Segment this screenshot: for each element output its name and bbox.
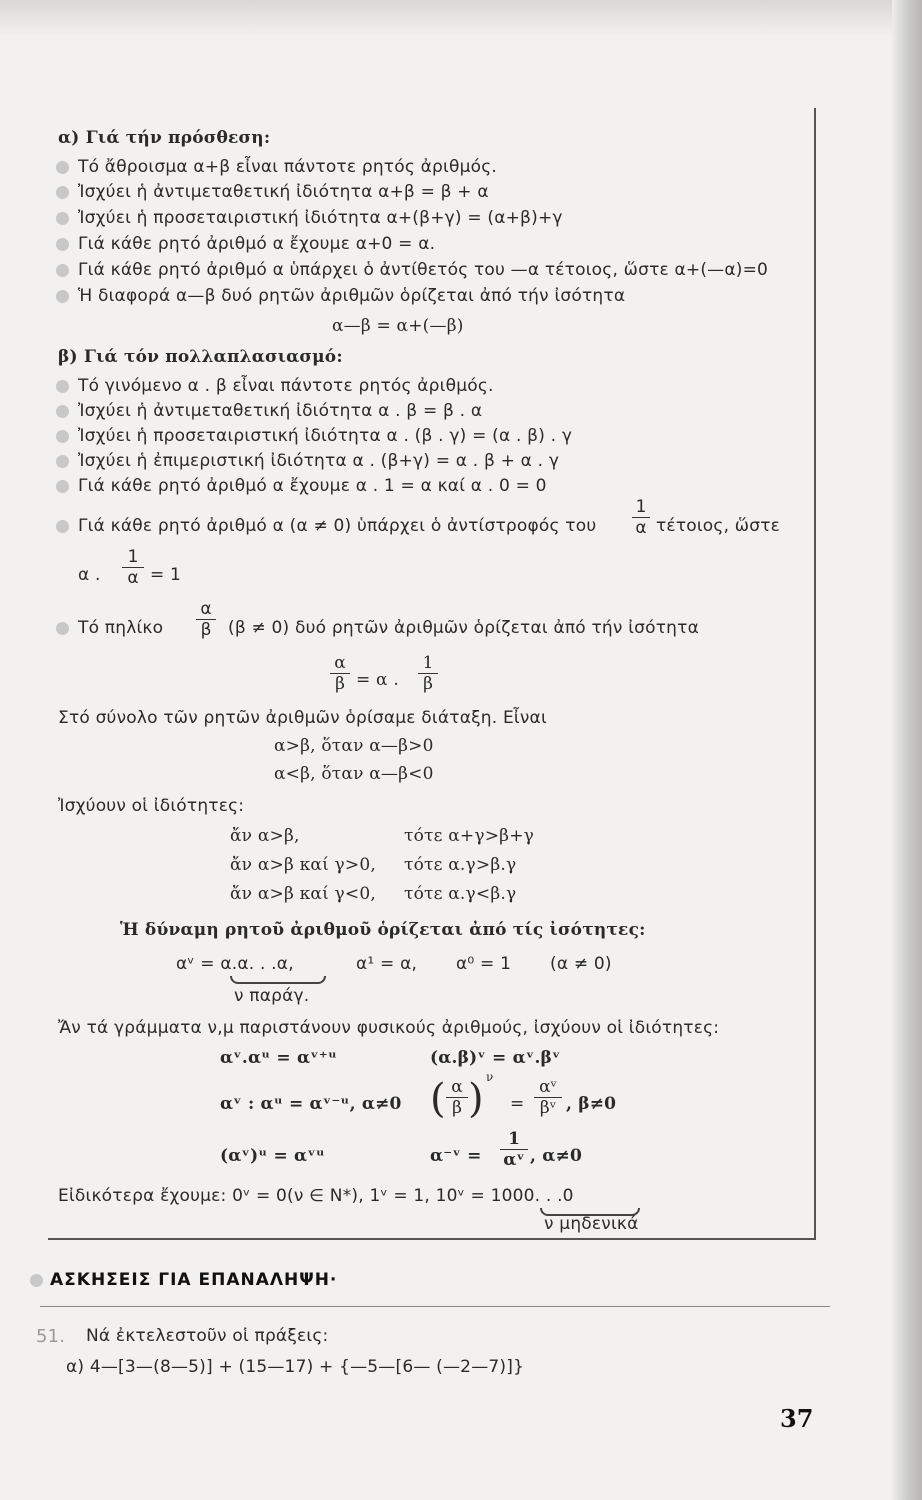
bullet-icon [56, 520, 69, 533]
exercise-number: 51. [36, 1326, 66, 1347]
quotient-fraction [196, 600, 216, 639]
bullet-icon [56, 161, 69, 174]
power-prop-3: αᵛ : αᵘ = αᵛ⁻ᵘ, α≠0 [220, 1094, 402, 1114]
power-props-intro: Ἄν τά γράμματα ν,μ παριστάνουν φυσικούς ἀριθμούς, ἰσχύουν οἱ ἰδιότητες: [58, 1018, 720, 1038]
order-props-title: Ἰσχύουν οἱ ἰδιότητες: [58, 796, 245, 816]
fraction-denominator: αᵛ [503, 1150, 525, 1170]
power-def: αᵛ = α.α. . .α, [176, 954, 294, 974]
order-intro: Στό σύνολο τῶν ρητῶν ἀριθμῶν ὁρίσαμε διάταξη. Εἶναι [58, 708, 547, 728]
left-paren: ( [430, 1076, 446, 1122]
list-item: Ἰσχύει ἡ προσεταιριστική ἰδιότητα α . (β . γ) = (α . β) . γ [78, 426, 573, 446]
fraction-denominator: β [335, 674, 345, 694]
order-prop-1-if: ἄν α>β, [230, 826, 300, 846]
fraction-numerator: 1 [635, 497, 647, 517]
fraction-denominator: α [127, 568, 139, 588]
section-b-title: β) Γιά τόν πολλαπλασιασμό: [58, 347, 343, 367]
inverse-eq-fraction [122, 548, 144, 587]
section-a-title: α) Γιά τήν πρόσθεση: [58, 128, 271, 148]
order-def-greater: α>β, ὅταν α—β>0 [274, 736, 434, 756]
bullet-icon [56, 430, 69, 443]
bullet-icon [56, 238, 69, 251]
fraction-denominator: α [635, 518, 647, 538]
exercise-instruction: Νά ἐκτελεστοῦν οἱ πράξεις: [86, 1326, 329, 1346]
quotient-pre: Τό πηλίκο [78, 618, 164, 638]
right-paren: ) [468, 1076, 484, 1122]
power-special-under: ν μηδενικά [544, 1214, 639, 1234]
bullet-icon [56, 480, 69, 493]
list-item: Ἰσχύει ἡ ἀντιμεταθετική ἰδιότητα α+β = β + α [78, 182, 489, 202]
inverse-fraction [632, 498, 650, 537]
quotient-mid: = α . [356, 670, 399, 690]
fraction-numerator: 1 [508, 1129, 520, 1149]
inverse-tail: τέτοιος, ὥστε [656, 516, 781, 536]
fraction-numerator: α [334, 653, 346, 673]
list-item: Τό ἄθροισμα α+β εἶναι πάντοτε ρητός ἀριθμός. [78, 157, 497, 177]
fraction-denominator: β [452, 1098, 462, 1118]
power-def-a1: α¹ = α, [356, 954, 418, 974]
page-edge-shadow [0, 0, 922, 36]
power-title: Ἡ δύναμη ρητοῦ ἀριθμοῦ ὁρίζεται ἀπό τίς ἰσότητες: [120, 920, 646, 940]
bullet-icon [30, 1274, 43, 1287]
bullet-icon [56, 290, 69, 303]
fraction-denominator: βᵛ [539, 1098, 557, 1118]
page-number: 37 [780, 1404, 814, 1433]
list-item: Τό γινόμενο α . β εἶναι πάντοτε ρητός ἀριθμός. [78, 376, 494, 396]
book-spine [892, 0, 922, 1500]
order-prop-2-if: ἄν α>β καί γ>0, [230, 855, 376, 875]
fraction-denominator: β [423, 674, 433, 694]
bullet-icon [56, 186, 69, 199]
power-prop-1: αᵛ.αᵘ = αᵛ⁺ᵘ [220, 1048, 338, 1068]
quotient-post: (β ≠ 0) δυό ρητῶν ἀριθμῶν ὁρίζεται ἀπό τήν ἰσότητα [228, 618, 699, 638]
power-prop-6-left: α⁻ᵛ = [430, 1146, 482, 1166]
fraction-numerator: α [200, 599, 212, 619]
list-item: Γιά κάθε ρητό ἀριθμό α ὑπάρχει ὁ ἀντίθετός του —α τέτοιος, ὥστε α+(—α)=0 [78, 260, 769, 280]
list-item: Γιά κάθε ρητό ἀριθμό α ἔχουμε α+0 = α. [78, 234, 436, 254]
inverse-text: Γιά κάθε ρητό ἀριθμό α (α ≠ 0) ὑπάρχει ὁ ἀντίστροφός του [78, 516, 597, 536]
order-prop-2-then: τότε α.γ>β.γ [404, 855, 517, 875]
bullet-icon [56, 405, 69, 418]
quotient-rhs-fraction [418, 654, 438, 693]
power-special: Εἰδικότερα ἔχουμε: 0ᵛ = 0(ν ∈ N*), 1ᵛ = 1, 10ᵛ = 1000. . .0 [58, 1186, 574, 1206]
bullet-icon [56, 264, 69, 277]
difference-formula: α—β = α+(—β) [332, 316, 464, 336]
list-item: Ἡ διαφορά α—β δυό ρητῶν ἀριθμῶν ὁρίζεται ἀπό τήν ἰσότητα [78, 286, 626, 306]
inverse-eq-left: α . [78, 565, 101, 585]
exercise-item-a: α) 4—[3—(8—5)] + (15—17) + {—5—[6— (—2—7)]} [66, 1357, 525, 1377]
power-prop-4-cond: , β≠0 [566, 1094, 617, 1114]
power-def-cond: (α ≠ 0) [550, 954, 612, 974]
list-item: Ἰσχύει ἡ προσεταιριστική ἰδιότητα α+(β+γ) = (α+β)+γ [78, 208, 563, 228]
bullet-icon [56, 455, 69, 468]
order-prop-3-if: ἄν α>β καί γ<0, [230, 884, 376, 904]
equals-sign: = [510, 1094, 525, 1114]
quotient-lhs-fraction [330, 654, 350, 693]
power-def-under: ν παράγ. [234, 986, 310, 1006]
fraction-numerator: α [451, 1077, 463, 1097]
order-def-less: α<β, ὅταν α—β<0 [274, 764, 434, 784]
bullet-icon [56, 380, 69, 393]
underbrace [230, 976, 326, 984]
list-item: Ἰσχύει ἡ ἐπιμεριστική ἰδιότητα α . (β+γ) = α . β + α . γ [78, 451, 560, 471]
bullet-icon [56, 622, 69, 635]
order-prop-1-then: τότε α+γ>β+γ [404, 826, 535, 846]
power-def-a0: α⁰ = 1 [456, 954, 512, 974]
power-prop-4-fraction [446, 1078, 468, 1117]
power-prop-4-rhs [534, 1078, 562, 1117]
power-prop-6-fraction [500, 1130, 528, 1169]
divider [40, 1306, 830, 1307]
fraction-numerator: αᵛ [539, 1077, 557, 1097]
order-prop-3-then: τότε α.γ<β.γ [404, 884, 517, 904]
exercises-heading: ΑΣΚΗΣΕΙΣ ΓΙΑ ΕΠΑΝΑΛΗΨΗ· [50, 1270, 338, 1290]
power-prop-5: (αᵛ)ᵘ = αᵛᵘ [220, 1146, 325, 1166]
list-item: Γιά κάθε ρητό ἀριθμό α ἔχουμε α . 1 = α καί α . 0 = 0 [78, 476, 547, 496]
bullet-icon [56, 212, 69, 225]
power-prop-2: (α.β)ᵛ = αᵛ.βᵛ [430, 1048, 561, 1068]
inverse-eq-right: = 1 [150, 565, 182, 585]
power-exponent: ν [486, 1070, 494, 1084]
fraction-denominator: β [200, 620, 212, 640]
power-prop-6-cond: , α≠0 [530, 1146, 582, 1166]
fraction-numerator: 1 [422, 653, 434, 673]
fraction-numerator: 1 [127, 547, 139, 567]
list-item: Ἰσχύει ἡ ἀντιμεταθετική ἰδιότητα α . β = β . α [78, 401, 483, 421]
